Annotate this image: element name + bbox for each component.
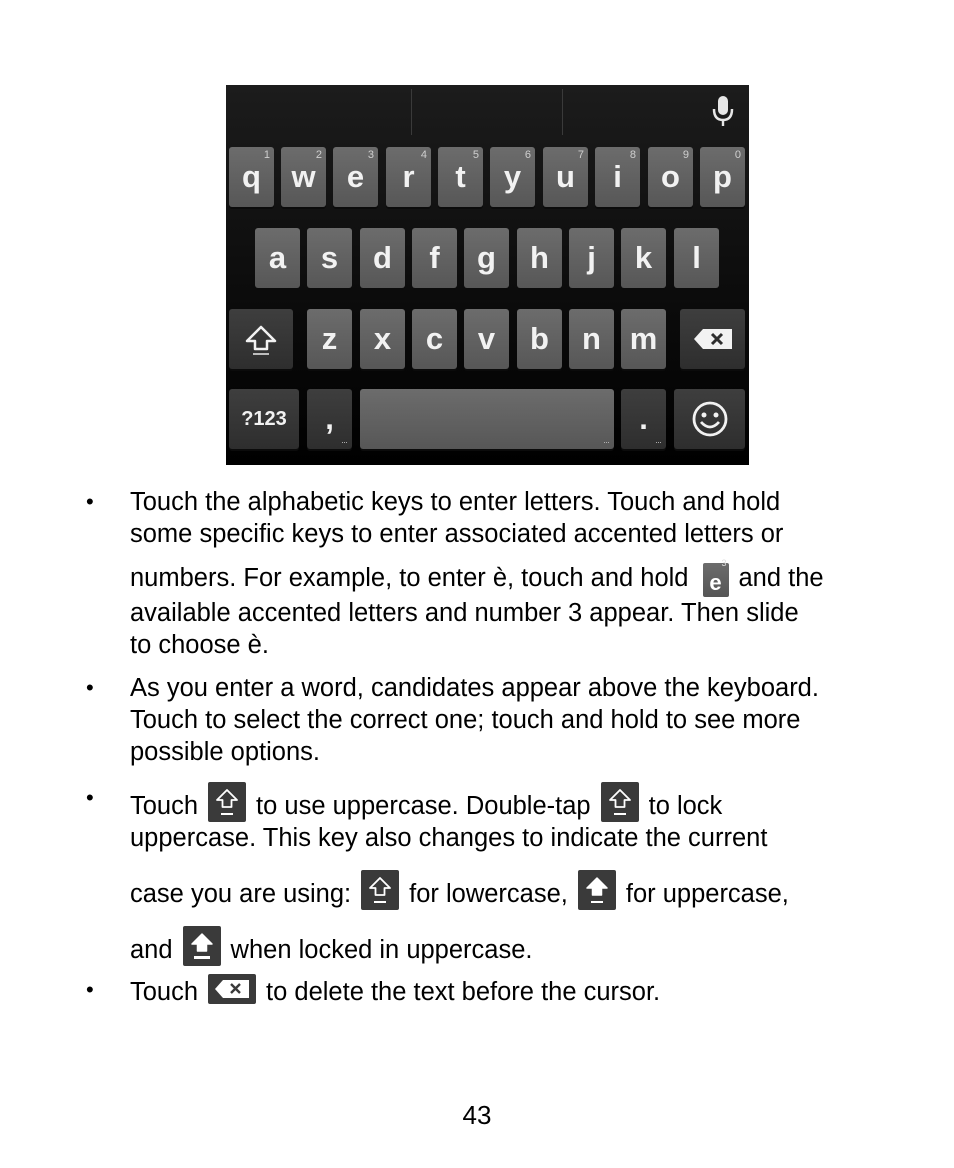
text-line: to choose è. (130, 631, 269, 659)
key-label: m (629, 321, 658, 356)
key-n[interactable] (569, 309, 614, 369)
key-label: t (455, 159, 466, 194)
comma-key[interactable] (307, 389, 352, 449)
key-label: e (346, 159, 365, 194)
text-span: to use uppercase. Double-tap (256, 792, 591, 820)
page-number: 43 (462, 1100, 492, 1130)
shift-icon (244, 322, 278, 356)
key-label: b (530, 321, 549, 356)
backspace-icon (693, 328, 733, 350)
key-o[interactable] (648, 147, 693, 207)
candidate-divider (562, 89, 563, 135)
text-line: Touch to select the correct one; touch and hold to see more (130, 706, 801, 734)
period-key[interactable] (621, 389, 666, 449)
key-z[interactable] (307, 309, 352, 369)
key-i[interactable] (595, 147, 640, 207)
key-label: g (477, 240, 496, 275)
text-span: to delete the text before the cursor. (266, 978, 661, 1006)
key-d[interactable] (360, 228, 405, 288)
key-label: d (373, 240, 392, 275)
text-line (130, 926, 920, 966)
backspace-key[interactable] (680, 309, 745, 369)
key-hint: 3 (367, 149, 374, 161)
key-label: n (582, 321, 601, 356)
text-span: and the (738, 564, 824, 592)
key-f[interactable] (412, 228, 457, 288)
shift-lowercase-icon (208, 782, 246, 822)
key-p[interactable] (700, 147, 745, 207)
text-span: for uppercase, (625, 880, 789, 908)
key-x[interactable] (360, 309, 405, 369)
key-label: p (713, 159, 732, 194)
backspace-icon (208, 974, 256, 1004)
shift-uppercase-icon (578, 870, 616, 910)
key-hint: 4 (420, 149, 427, 161)
key-j[interactable] (569, 228, 614, 288)
key-hint: 7 (577, 149, 584, 161)
key-label: , (325, 401, 334, 436)
symbols-key[interactable] (229, 389, 299, 449)
more-keys-indicator: ··· (341, 437, 347, 447)
key-b[interactable] (517, 309, 562, 369)
list-item (130, 974, 920, 1008)
key-u[interactable] (543, 147, 588, 207)
candidate-divider (411, 89, 412, 135)
text-line (130, 870, 920, 910)
key-r[interactable] (386, 147, 431, 207)
key-label: r (402, 159, 415, 194)
key-label: k (634, 240, 653, 275)
keyboard-screenshot (226, 85, 749, 465)
text-line: uppercase. This key also changes to indicate the current (130, 824, 768, 852)
text-line: available accented letters and number 3 appear. Then slide (130, 599, 799, 627)
key-c[interactable] (412, 309, 457, 369)
key-label: o (661, 159, 680, 194)
text-span: case you are using: (130, 880, 352, 908)
key-hint: 3 (721, 558, 727, 568)
text-line: possible options. (130, 738, 320, 766)
text-span: Touch (130, 792, 199, 820)
key-w[interactable] (281, 147, 326, 207)
text-line (130, 558, 920, 597)
key-y[interactable] (490, 147, 535, 207)
key-t[interactable] (438, 147, 483, 207)
key-label: j (587, 240, 596, 275)
key-q[interactable] (229, 147, 274, 207)
key-label: u (556, 159, 575, 194)
text-span: and (130, 936, 173, 964)
key-g[interactable] (464, 228, 509, 288)
key-label: y (503, 159, 522, 194)
shift-locked-icon (183, 926, 221, 966)
key-hint: 6 (524, 149, 531, 161)
key-label: c (425, 321, 444, 356)
key-label: ?123 (241, 407, 287, 430)
text-span: numbers. For example, to enter è, touch and hold (130, 564, 689, 592)
key-label: x (373, 321, 392, 356)
list-item (130, 672, 920, 768)
key-label: e (709, 570, 722, 595)
key-label: f (429, 240, 440, 275)
text-span: for lowercase, (409, 880, 568, 908)
key-hint: 2 (315, 149, 322, 161)
text-line (130, 974, 920, 1008)
text-span: Touch (130, 978, 199, 1006)
key-hint: 9 (682, 149, 689, 161)
text-span: to lock (648, 792, 723, 820)
text-line: some specific keys to enter associated accented letters or (130, 520, 784, 548)
more-keys-indicator: ··· (655, 437, 661, 447)
more-keys-indicator: ··· (603, 437, 609, 447)
list-item (130, 486, 920, 661)
emoji-icon (690, 399, 730, 439)
key-hint: 8 (629, 149, 636, 161)
key-s[interactable] (307, 228, 352, 288)
key-label: . (639, 401, 648, 436)
candidate-bar (226, 85, 749, 137)
key-v[interactable] (464, 309, 509, 369)
key-h[interactable] (517, 228, 562, 288)
text-line: • Touch the alphabetic keys to enter letters. Touch and hold (130, 488, 781, 516)
key-label: i (613, 159, 622, 194)
inline-key-e-icon (703, 558, 729, 597)
key-label: q (242, 159, 261, 194)
shift-lowercase-icon (601, 782, 639, 822)
key-label: h (530, 240, 549, 275)
key-label: l (692, 240, 701, 275)
key-m[interactable] (621, 309, 666, 369)
space-key[interactable] (360, 389, 614, 449)
key-label: w (291, 159, 316, 194)
emoji-key[interactable] (674, 389, 745, 449)
key-hint: 0 (734, 149, 741, 161)
key-a[interactable] (255, 228, 300, 288)
key-label: a (268, 240, 287, 275)
list-item (130, 782, 920, 966)
shift-lowercase-icon (361, 870, 399, 910)
microphone-icon[interactable] (709, 93, 737, 129)
text-line (130, 782, 920, 822)
key-label: v (477, 321, 496, 356)
key-l[interactable] (674, 228, 719, 288)
key-hint: 5 (472, 149, 479, 161)
shift-key[interactable] (229, 309, 293, 369)
key-k[interactable] (621, 228, 666, 288)
key-e[interactable] (333, 147, 378, 207)
text-line: • As you enter a word, candidates appear above the keyboard. (130, 674, 819, 702)
key-label: s (320, 240, 339, 275)
key-label: z (321, 321, 338, 356)
key-hint: 1 (263, 149, 270, 161)
text-span: when locked in uppercase. (230, 936, 533, 964)
